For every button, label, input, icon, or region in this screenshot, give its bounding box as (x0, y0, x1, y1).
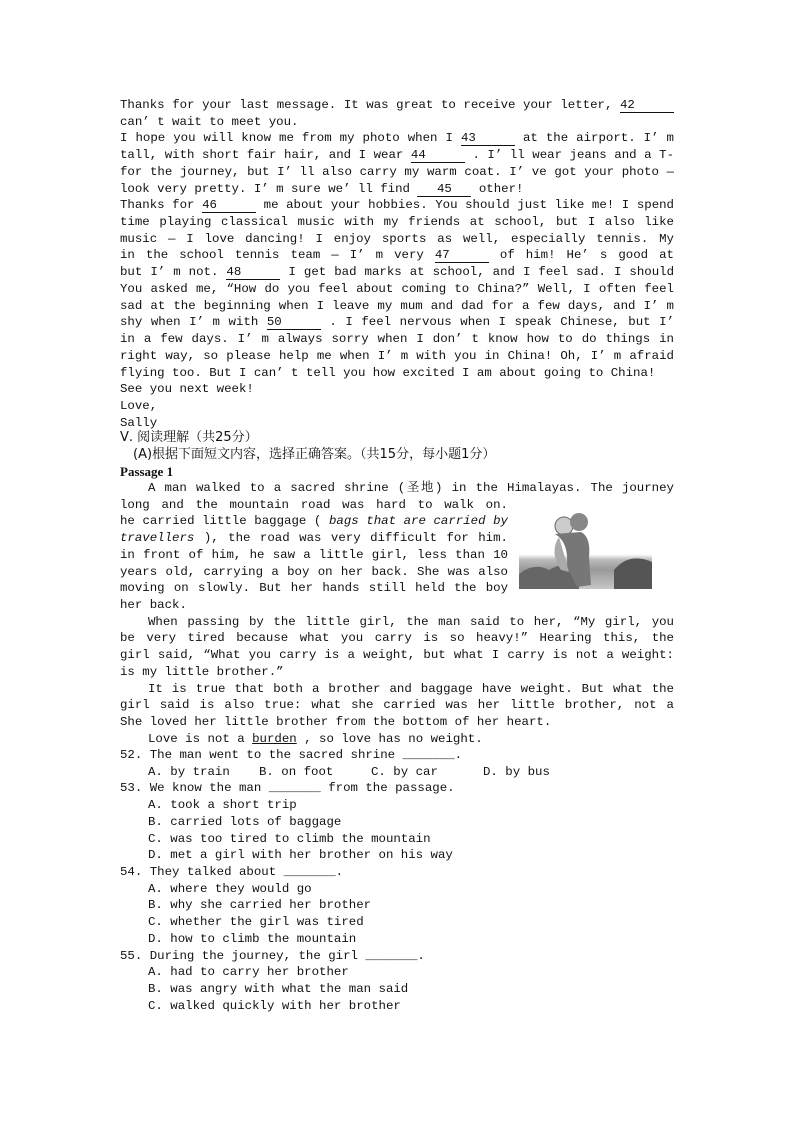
text-line (148, 731, 674, 748)
text: look very pretty. I’ m sure we’ ll find (120, 181, 418, 196)
answer-option[interactable]: B. was angry with what the man said (148, 982, 409, 997)
text: girl said, “What you carry is a weight, but what I carry is not a weight: (120, 648, 674, 663)
answer-blank-44: 44 (411, 148, 465, 163)
text-line (148, 480, 674, 497)
text: tall, with short fair hair, and I wear (120, 148, 411, 163)
text-line (120, 647, 674, 664)
text: It is true that both a brother and baggage have weight. But what the (148, 681, 674, 696)
text-line (120, 264, 674, 281)
text: Love, (120, 398, 158, 413)
text-line (120, 97, 674, 114)
text: at the airport. I’ m (522, 131, 674, 146)
text: A man walked to a sacred shrine (圣地) in the Himalayas. The journey (148, 481, 674, 495)
text: music — I love dancing! I enjoy sports as well, especially tennis. My (120, 231, 674, 246)
text: other! (478, 181, 524, 196)
text: She loved her little brother from the bottom of her heart. (120, 715, 552, 730)
text-line (120, 247, 674, 264)
answer-option[interactable]: A. by train (148, 764, 230, 779)
text: girl said is also true: what she carried was her little brother, not a (120, 698, 674, 713)
text: You asked me, “How do you feel about coming to China?” Well, I often feel (120, 281, 674, 296)
answer-option[interactable]: D. how to climb the mountain (148, 931, 357, 946)
text-line (120, 513, 508, 530)
answer-option[interactable]: A. had to carry her brother (148, 965, 349, 980)
text: I hope you will know me from my photo when I (120, 131, 461, 146)
text: right way, so please help me when I’ m with you in China! Oh, I’ m afraid (120, 348, 674, 363)
text-line (120, 597, 674, 614)
text: of him! He’ s good at (499, 248, 674, 263)
answer-option[interactable]: C. by car (371, 764, 438, 779)
text: ), the road was very difficult for him. (203, 531, 508, 546)
text-line (120, 147, 674, 164)
text: When passing by the little girl, the man said to her, “My girl, you (148, 614, 674, 629)
text-line (120, 564, 508, 581)
text-line (120, 331, 674, 348)
text-line (120, 130, 674, 147)
passage-title: Passage 1 (120, 464, 174, 479)
text: time playing classical music with my friends at school, but I also like (120, 215, 674, 230)
answer-blank-42: 42 (620, 98, 674, 113)
answer-option[interactable]: A. took a short trip (148, 798, 297, 813)
question-stem: 54. They talked about _______. (120, 865, 344, 880)
text-line (120, 298, 674, 315)
text: but I’ m not. (120, 265, 227, 280)
answer-blank-50: 50 (267, 315, 321, 330)
answer-blank-47: 47 (435, 248, 489, 263)
text-line (120, 398, 674, 415)
answer-option[interactable]: D. by bus (483, 764, 550, 779)
answer-option[interactable]: C. walked quickly with her brother (148, 998, 401, 1013)
text: Thanks for your last message. It was great to receive your letter, (120, 98, 620, 112)
text-line (120, 114, 674, 131)
text-line (120, 348, 674, 365)
text: in a few days. I’ m always sorry when I don’ t know how to do things in (120, 332, 674, 347)
answer-blank-46: 46 (202, 198, 256, 213)
question-stem: 53. We know the man _______ from the passage. (120, 781, 455, 796)
text: her back. (120, 598, 187, 613)
text: me about your hobbies. You should just like me! I spend (263, 198, 674, 213)
text: be very tired because what you carry is so heavy!” Hearing this, the (120, 631, 674, 646)
section-title: Ⅴ. 阅读理解（共25分） (120, 430, 258, 445)
text: Thanks for (120, 198, 203, 213)
text: in front of him, he saw a little girl, less than 10 (120, 547, 508, 562)
text-line (120, 197, 674, 214)
illustration-girl-carrying-brother (519, 512, 652, 589)
text-line (120, 214, 674, 231)
section-instruction: (A)根据下面短文内容，选择正确答案。（共15分，每小题1分） (133, 447, 496, 462)
text: can’ t wait to meet you. (120, 114, 299, 129)
text: Sally (120, 415, 158, 430)
answer-option[interactable]: D. met a girl with her brother on his way (148, 848, 453, 863)
answer-blank-48: 48 (226, 265, 280, 280)
answer-option[interactable]: B. why she carried her brother (148, 898, 372, 913)
text: flying too. But I can’ t tell you how excited I am about going to China! (120, 365, 656, 380)
answer-option[interactable]: C. whether the girl was tired (148, 915, 364, 930)
text: moving on slowly. But her hands still held the boy (120, 581, 508, 596)
text-line (120, 530, 508, 547)
answer-blank-45: 45 (417, 182, 471, 197)
text: for the journey, but I’ ll also carry my warm coat. I’ ve got your photo — (120, 164, 674, 179)
text-line (120, 381, 674, 398)
text-line (120, 281, 674, 298)
answer-option[interactable]: B. carried lots of baggage (148, 814, 342, 829)
text: long and the mountain road was hard to walk on. (120, 497, 508, 512)
text: shy when I’ m with (120, 315, 267, 330)
answer-option[interactable]: A. where they would go (148, 881, 312, 896)
italic-gloss: travellers (120, 531, 195, 546)
text-line (120, 630, 674, 647)
text: in the school tennis team — I’ m very (120, 248, 435, 263)
text-line (120, 664, 674, 681)
text-line (120, 547, 508, 564)
underlined-word: burden (252, 731, 297, 746)
question-stem: 55. During the journey, the girl _______. (120, 948, 425, 963)
text: . I’ ll wear jeans and a T- (472, 148, 674, 163)
text-line (148, 614, 674, 631)
text: is my little brother.” (120, 664, 284, 679)
text: . I feel nervous when I speak Chinese, but I’ (329, 315, 674, 330)
italic-gloss: bags that are carried by (328, 514, 508, 529)
text: I get bad marks at school, and I feel sad. I should (288, 265, 674, 280)
question-stem: 52. The man went to the sacred shrine _______. (120, 748, 463, 762)
text-line (120, 365, 674, 382)
text: years old, carrying a boy on her back. She was also (120, 564, 508, 579)
text-line (120, 164, 674, 181)
text: he carried little baggage ( (120, 514, 322, 529)
text: Love is not a (148, 731, 253, 746)
answer-option[interactable]: B. on foot (259, 764, 334, 779)
text-line (120, 714, 674, 731)
text: , so love has no weight. (304, 731, 483, 746)
text-line (148, 681, 674, 698)
text: sad at the beginning when I leave my mum and dad for a few days, and I’ m (120, 298, 674, 313)
text-line (120, 497, 508, 514)
text-line (120, 314, 674, 331)
answer-option[interactable]: C. was too tired to climb the mountain (148, 831, 431, 846)
text: See you next week! (120, 382, 254, 397)
answer-blank-43: 43 (461, 131, 515, 146)
text-line (120, 181, 674, 198)
text-line (120, 231, 674, 248)
text-line (120, 697, 674, 714)
text-line (120, 580, 508, 597)
